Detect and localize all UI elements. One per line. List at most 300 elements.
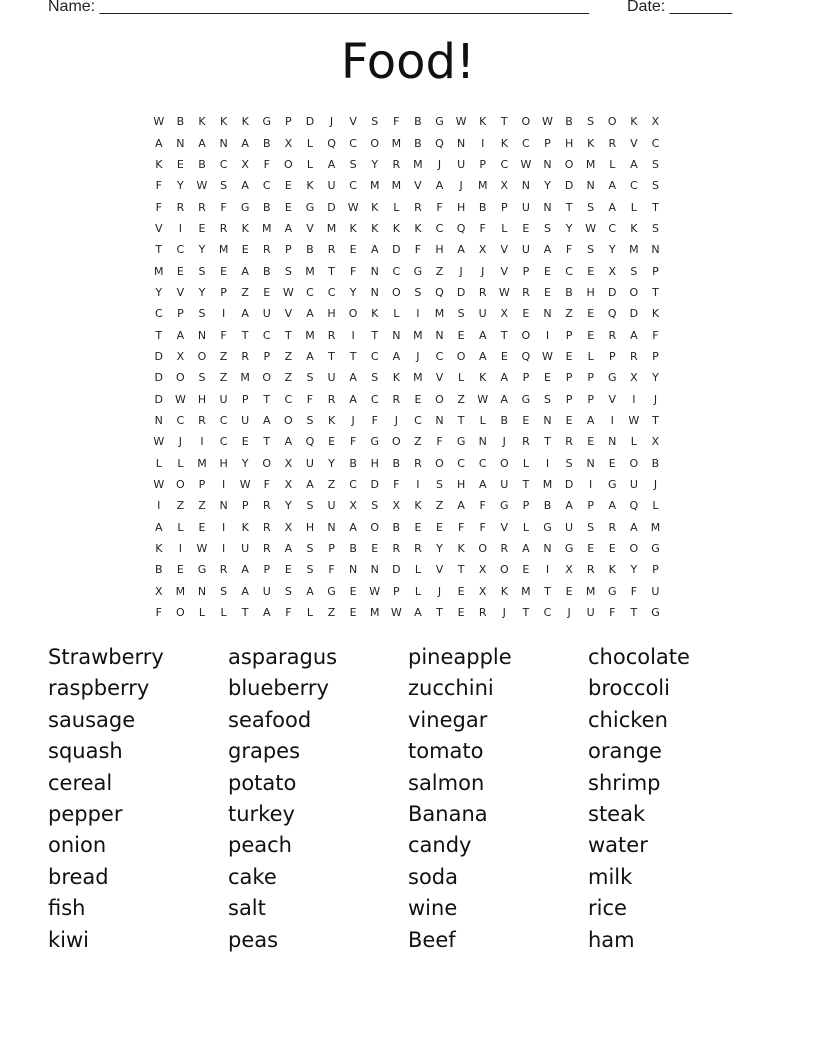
grid-letter: L <box>177 520 184 534</box>
grid-letter: W <box>196 542 208 556</box>
grid-letter: A <box>284 435 293 449</box>
grid-letter: R <box>219 221 228 235</box>
grid-letter: M <box>369 606 380 620</box>
grid-letter: A <box>263 413 271 427</box>
grid-letter: A <box>241 264 249 278</box>
grid-letter: E <box>328 435 336 449</box>
grid-letter: U <box>629 478 638 492</box>
grid-letter: B <box>478 200 487 214</box>
grid-letter: W <box>520 157 532 171</box>
grid-letter: B <box>262 200 271 214</box>
grid-letter: M <box>585 157 596 171</box>
grid-letter: Y <box>284 499 292 513</box>
grid-letter: D <box>564 478 574 492</box>
grid-letter: W <box>153 435 165 449</box>
grid-letter: N <box>219 499 228 513</box>
grid-letter: Q <box>435 136 444 150</box>
grid-letter: K <box>630 221 638 235</box>
grid-letter: I <box>221 520 226 534</box>
grid-letter: X <box>241 157 249 171</box>
grid-letter: X <box>630 371 638 385</box>
grid-letter: N <box>197 328 207 342</box>
grid-letter: C <box>219 157 228 171</box>
grid-letter: F <box>609 606 616 620</box>
grid-letter: G <box>262 115 272 129</box>
grid-letter: E <box>284 200 292 214</box>
grid-letter: N <box>586 456 595 470</box>
word-list-item: potato <box>228 770 297 795</box>
grid-letter: E <box>544 264 551 278</box>
grid-letter: N <box>370 563 379 577</box>
word-list-item: peas <box>228 927 279 952</box>
grid-letter: D <box>154 371 164 385</box>
grid-letter: E <box>176 563 184 577</box>
grid-letter: G <box>608 584 617 598</box>
word-list-item: pineapple <box>408 645 512 669</box>
grid-letter: L <box>155 456 162 470</box>
grid-letter: A <box>608 179 617 193</box>
grid-letter: M <box>175 584 186 598</box>
grid-letter: A <box>565 499 573 513</box>
grid-letter: W <box>455 115 467 129</box>
grid-letter: T <box>284 328 292 342</box>
grid-letter: A <box>478 478 487 492</box>
grid-letter: N <box>370 285 379 299</box>
grid-letter: E <box>220 264 228 278</box>
grid-letter: O <box>435 392 444 406</box>
word-list-item: onion <box>48 833 107 858</box>
word-list-item: steak <box>588 801 646 826</box>
grid-letter: P <box>393 584 400 598</box>
grid-letter: M <box>326 221 337 235</box>
grid-letter: E <box>608 456 616 470</box>
grid-letter: E <box>587 328 595 342</box>
grid-letter: H <box>456 200 466 214</box>
grid-letter: C <box>219 435 228 449</box>
grid-letter: P <box>522 371 530 385</box>
grid-letter: O <box>499 456 509 470</box>
grid-letter: N <box>543 542 552 556</box>
grid-letter: G <box>608 478 617 492</box>
grid-letter: X <box>284 520 293 534</box>
grid-letter: A <box>349 392 357 406</box>
grid-letter: P <box>263 563 271 577</box>
grid-letter: G <box>327 584 336 598</box>
grid-letter: C <box>414 413 422 427</box>
grid-letter: M <box>413 157 423 171</box>
grid-letter: O <box>499 563 509 577</box>
grid-letter: L <box>220 606 227 620</box>
grid-letter: E <box>414 520 422 534</box>
grid-letter: H <box>564 136 574 150</box>
grid-letter: B <box>198 157 206 171</box>
grid-letter: T <box>565 200 573 214</box>
grid-letter: R <box>262 520 271 534</box>
grid-letter: O <box>521 115 531 129</box>
grid-letter: A <box>176 328 185 342</box>
word-list-item: chicken <box>588 707 668 732</box>
grid-letter: C <box>630 179 638 193</box>
grid-letter: L <box>609 157 616 171</box>
grid-letter: J <box>437 157 442 171</box>
grid-letter: R <box>262 243 271 257</box>
grid-letter: C <box>565 264 573 278</box>
grid-letter: M <box>413 328 423 342</box>
grid-letter: T <box>263 392 271 406</box>
grid-letter: D <box>370 478 379 492</box>
grid-letter: A <box>284 221 293 235</box>
grid-letter: U <box>262 584 271 598</box>
grid-letter: T <box>544 435 551 449</box>
grid-letter: T <box>155 328 163 342</box>
grid-letter: V <box>500 520 509 534</box>
grid-letter: P <box>500 200 508 214</box>
grid-letter: F <box>479 221 486 235</box>
grid-letter: I <box>416 478 420 492</box>
grid-letter: N <box>176 136 185 150</box>
grid-letter: R <box>522 285 530 299</box>
grid-letter: E <box>587 542 595 556</box>
grid-letter: A <box>349 520 357 534</box>
grid-letter: N <box>521 179 530 193</box>
grid-letter: C <box>349 136 357 150</box>
grid-letter: Y <box>241 456 249 470</box>
grid-letter: Y <box>328 456 335 470</box>
grid-letter: A <box>349 371 357 385</box>
grid-letter: F <box>306 392 314 406</box>
grid-letter: T <box>652 200 659 214</box>
grid-letter: S <box>587 200 595 214</box>
grid-letter: A <box>241 307 249 321</box>
grid-letter: F <box>155 179 162 193</box>
grid-letter: P <box>608 349 616 363</box>
grid-letter: W <box>369 584 381 598</box>
grid-letter: E <box>587 264 595 278</box>
grid-letter: R <box>414 456 422 470</box>
grid-letter: R <box>414 542 422 556</box>
grid-letter: T <box>500 115 508 129</box>
grid-letter: K <box>500 136 508 150</box>
grid-letter: S <box>306 413 314 427</box>
grid-letter: S <box>198 307 206 321</box>
grid-letter: Z <box>198 499 206 513</box>
grid-letter: E <box>608 542 616 556</box>
grid-letter: R <box>392 392 401 406</box>
grid-letter: V <box>155 221 163 235</box>
grid-letter: S <box>220 179 228 193</box>
grid-letter: A <box>457 499 465 513</box>
grid-letter: R <box>478 285 487 299</box>
grid-letter: Z <box>219 371 228 385</box>
grid-letter: D <box>154 392 164 406</box>
grid-letter: E <box>241 435 249 449</box>
grid-letter: S <box>198 371 206 385</box>
grid-letter: C <box>349 179 357 193</box>
grid-letter: S <box>651 221 659 235</box>
grid-letter: Z <box>176 499 185 513</box>
grid-letter: O <box>370 136 380 150</box>
header-line <box>48 0 732 16</box>
grid-letter: H <box>435 243 444 257</box>
grid-letter: P <box>241 499 249 513</box>
grid-letter: Z <box>414 435 422 449</box>
grid-letter: E <box>176 264 184 278</box>
grid-letter: F <box>479 520 486 534</box>
grid-letter: D <box>456 285 466 299</box>
grid-letter: M <box>629 243 639 257</box>
grid-letter: H <box>327 307 336 321</box>
grid-letter: X <box>500 307 509 321</box>
grid-letter: B <box>565 115 573 129</box>
grid-letter: P <box>198 478 206 492</box>
grid-letter: I <box>632 392 636 406</box>
grid-letter: F <box>220 200 227 214</box>
grid-letter: K <box>349 221 357 235</box>
grid-letter: O <box>197 349 207 363</box>
grid-letter: Y <box>198 285 206 299</box>
grid-letter: I <box>589 478 593 492</box>
grid-letter: W <box>153 115 165 129</box>
grid-letter: W <box>282 285 294 299</box>
word-list-item: Strawberry <box>48 645 164 669</box>
grid-letter: U <box>219 392 228 406</box>
grid-letter: O <box>176 478 185 492</box>
grid-letter: Q <box>456 221 466 235</box>
grid-letter: A <box>241 136 249 150</box>
grid-letter: S <box>220 584 228 598</box>
grid-letter: M <box>391 179 402 193</box>
grid-letter: S <box>565 456 573 470</box>
grid-letter: Y <box>630 563 638 577</box>
grid-letter: A <box>457 243 465 257</box>
grid-letter: T <box>630 606 638 620</box>
grid-letter: K <box>392 371 400 385</box>
grid-letter: P <box>285 115 292 129</box>
grid-letter: I <box>178 542 183 556</box>
grid-letter: F <box>155 200 162 214</box>
grid-letter: C <box>478 456 487 470</box>
grid-letter: F <box>155 606 162 620</box>
word-list-item: zucchini <box>408 676 494 701</box>
grid-letter: C <box>306 285 314 299</box>
word-list-item: milk <box>588 864 633 889</box>
grid-letter: C <box>500 157 509 171</box>
word-list-item: wine <box>408 896 458 921</box>
grid-letter: P <box>544 136 551 150</box>
grid-letter: M <box>369 179 380 193</box>
grid-letter: E <box>500 349 508 363</box>
grid-letter: A <box>241 584 249 598</box>
grid-letter: R <box>414 200 422 214</box>
grid-letter: S <box>651 179 659 193</box>
grid-letter: M <box>240 371 250 385</box>
grid-letter: M <box>262 221 272 235</box>
grid-letter: W <box>477 392 489 406</box>
grid-letter: C <box>154 307 163 321</box>
grid-letter: N <box>543 413 552 427</box>
grid-letter: K <box>327 413 336 427</box>
grid-letter: E <box>457 584 465 598</box>
word-list-item: salt <box>228 896 266 921</box>
grid-letter: Z <box>241 285 249 299</box>
grid-letter: P <box>241 392 249 406</box>
grid-letter: K <box>198 115 206 129</box>
grid-letter: L <box>393 200 400 214</box>
grid-letter: Z <box>435 264 444 278</box>
grid-letter: V <box>630 136 638 150</box>
grid-letter: R <box>630 349 638 363</box>
grid-letter: G <box>564 542 574 556</box>
grid-letter: D <box>327 200 336 214</box>
grid-letter: C <box>219 413 228 427</box>
grid-letter: P <box>220 285 227 299</box>
grid-letter: M <box>305 328 315 342</box>
grid-letter: V <box>435 371 444 385</box>
grid-letter: L <box>198 606 206 620</box>
grid-letter: T <box>263 435 271 449</box>
word-list-item: cake <box>228 864 277 889</box>
grid-letter: L <box>458 371 465 385</box>
grid-letter: Y <box>608 243 616 257</box>
grid-letter: B <box>176 115 185 129</box>
grid-letter: U <box>241 413 250 427</box>
grid-letter: T <box>436 606 443 620</box>
grid-letter: F <box>371 413 378 427</box>
word-list-item: raspberry <box>48 676 150 701</box>
page-title: Food! <box>340 34 476 90</box>
grid-letter: P <box>522 264 530 278</box>
grid-letter: T <box>328 264 335 278</box>
grid-letter: J <box>329 115 334 129</box>
grid-letter: L <box>306 157 314 171</box>
word-list-item: water <box>588 833 648 858</box>
grid-letter: E <box>176 157 184 171</box>
grid-letter: I <box>545 328 550 342</box>
grid-letter: J <box>394 413 398 427</box>
grid-letter: T <box>522 606 530 620</box>
grid-letter: S <box>306 499 314 513</box>
grid-letter: V <box>306 221 314 235</box>
grid-letter: G <box>651 542 660 556</box>
grid-letter: S <box>543 221 551 235</box>
grid-letter: H <box>197 392 207 406</box>
grid-letter: P <box>565 392 573 406</box>
grid-letter: Y <box>349 285 357 299</box>
grid-letter: J <box>502 606 506 620</box>
grid-letter: D <box>629 307 639 321</box>
grid-letter: F <box>349 435 357 449</box>
grid-letter: C <box>262 328 271 342</box>
grid-letter: A <box>241 563 249 577</box>
grid-letter: P <box>522 499 530 513</box>
grid-letter: K <box>306 179 314 193</box>
grid-letter: G <box>521 392 531 406</box>
grid-letter: T <box>652 285 659 299</box>
grid-letter: S <box>306 563 314 577</box>
grid-letter: T <box>457 563 465 577</box>
word-list-item: fish <box>48 896 86 921</box>
grid-letter: M <box>650 520 661 534</box>
word-list-item: cereal <box>48 770 113 795</box>
grid-letter: F <box>263 478 270 492</box>
grid-letter: M <box>585 584 596 598</box>
grid-letter: E <box>522 307 530 321</box>
grid-letter: V <box>500 243 509 257</box>
grid-letter: H <box>586 285 595 299</box>
grid-letter: A <box>327 157 336 171</box>
grid-letter: U <box>565 520 574 534</box>
grid-letter: X <box>651 115 660 129</box>
word-list-item: Banana <box>408 801 488 826</box>
grid-letter: B <box>500 413 509 427</box>
grid-letter: M <box>434 307 445 321</box>
grid-letter: B <box>565 285 573 299</box>
grid-letter: N <box>349 563 358 577</box>
grid-letter: N <box>327 520 336 534</box>
grid-letter: U <box>327 371 336 385</box>
grid-letter: O <box>435 456 444 470</box>
grid-letter: W <box>390 606 402 620</box>
grid-letter: L <box>630 435 637 449</box>
grid-letter: U <box>327 179 336 193</box>
grid-letter: X <box>349 499 357 513</box>
grid-letter: F <box>436 435 443 449</box>
grid-letter: A <box>241 179 249 193</box>
grid-letter: W <box>542 115 553 129</box>
grid-letter: K <box>500 584 508 598</box>
grid-letter: G <box>435 115 444 129</box>
grid-letter: R <box>198 413 206 427</box>
grid-letter: E <box>544 371 551 385</box>
grid-letter: N <box>154 413 163 427</box>
grid-letter: J <box>481 264 485 278</box>
grid-letter: L <box>587 349 594 363</box>
grid-letter: I <box>545 456 550 470</box>
grid-letter: V <box>500 264 509 278</box>
grid-letter: B <box>392 520 401 534</box>
grid-letter: G <box>543 520 552 534</box>
grid-letter: V <box>284 307 293 321</box>
grid-letter: P <box>285 243 292 257</box>
grid-letter: T <box>241 606 249 620</box>
grid-letter: A <box>630 157 638 171</box>
word-list-item: grapes <box>228 739 301 764</box>
grid-letter: N <box>456 136 466 150</box>
grid-letter: K <box>630 115 638 129</box>
grid-letter: A <box>306 307 314 321</box>
grid-letter: I <box>178 221 183 235</box>
grid-letter: O <box>348 307 358 321</box>
grid-letter: L <box>630 200 637 214</box>
grid-letter: N <box>392 328 401 342</box>
grid-letter: S <box>414 285 422 299</box>
grid-letter: C <box>608 221 617 235</box>
grid-letter: B <box>414 115 422 129</box>
grid-letter: D <box>392 563 401 577</box>
grid-letter: V <box>435 563 444 577</box>
grid-letter: B <box>262 264 271 278</box>
grid-letter: J <box>351 413 355 427</box>
grid-letter: A <box>608 200 617 214</box>
grid-letter: S <box>349 157 357 171</box>
word-list-item: ham <box>588 927 635 952</box>
grid-letter: M <box>154 264 164 278</box>
grid-letter: Z <box>284 371 293 385</box>
grid-letter: B <box>155 563 163 577</box>
grid-letter: U <box>457 157 466 171</box>
grid-letter: Q <box>521 349 531 363</box>
grid-letter: J <box>653 478 658 492</box>
